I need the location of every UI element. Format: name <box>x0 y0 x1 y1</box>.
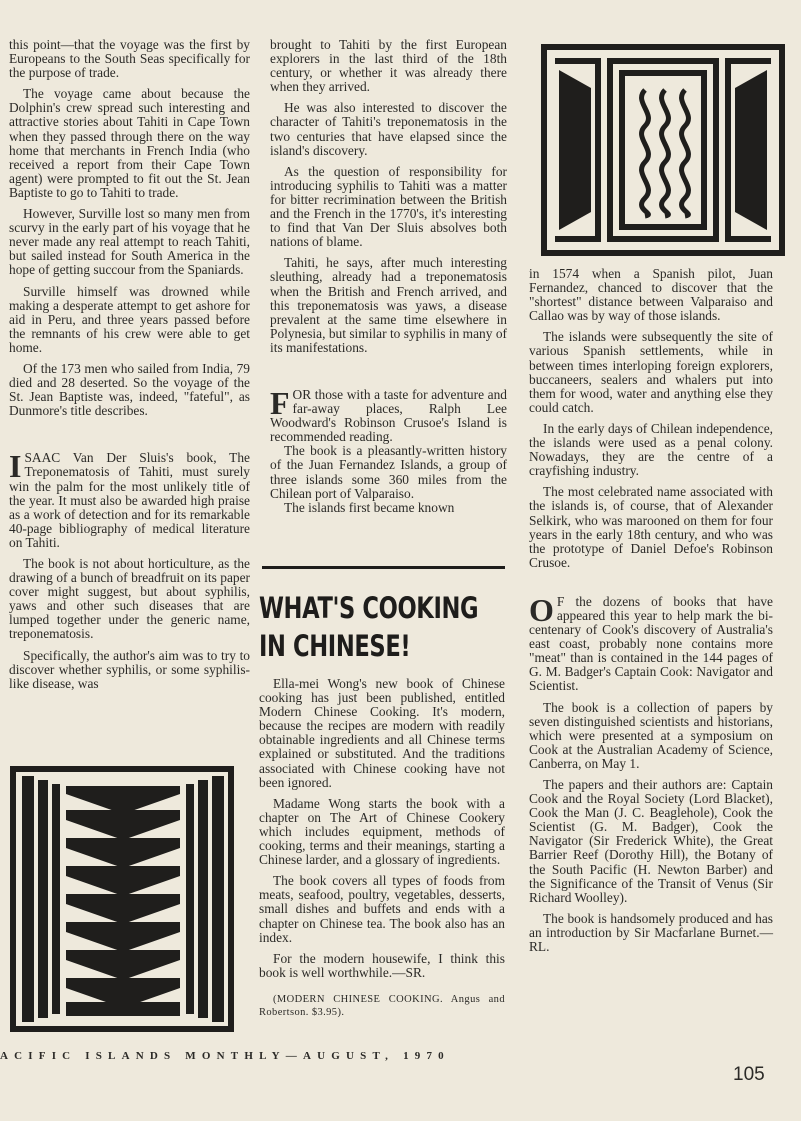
paragraph: The most celebrated name associated with the islands is, of course, that of Alexander Selkirk, who was marooned on them for four years in the early 18th century, and who was the prototype of Daniel Defoe's Robinson Crusoe. <box>529 484 773 570</box>
tapa-frame-illustration <box>541 44 785 256</box>
tapa-pattern-illustration <box>10 766 234 1032</box>
paragraph: Surville himself was drowned while making a desperate attempt to get ashore for aid in Peru, and three years passed before the remnants of his crew were able to get home. <box>9 283 250 355</box>
paragraph: brought to Tahiti by the first European explorers in the last third of the 18th century, or whether it was already there when they arrived. <box>270 37 507 95</box>
paragraph: The book covers all types of foods from meats, seafood, poultry, vegetables, desserts, small dishes and buffets and ends with a chapter on Chinese tea. The book also has an index. <box>259 873 505 945</box>
paragraph: The voyage came about because the Dolphin's crew spread such interesting and attractive stories about Tahiti in Cape Town when they passed through there on the way home that merchants in French India (who received a report from their Cape Town agent) were prompted to fit out the St. Jean Baptiste to go to Tahiti to trade. <box>9 86 250 200</box>
paragraph: Specifically, the author's aim was to try to discover whether syphilis, or some syphilis-like disease, was <box>9 647 250 691</box>
paragraph: The book is a collection of papers by seven distinguished scientists and historians, which were presented at a symposium on Cook at the Australian Academy of Science, Canberra, on May 1. <box>529 699 773 771</box>
section-rule <box>262 566 505 569</box>
column-middle-cooking <box>259 589 505 1026</box>
article-lead-van-der-sluis: ISAAC Van Der Sluis's book, The Treponematosis of Tahiti, must surely win the palm for the most unlikely title of the year. It must also be awarded high praise as a work of detection and for its remarkable 40-page bibliography of medical literature on Tahiti. <box>9 448 250 550</box>
headline-line-2: IN CHINESE! <box>259 629 411 663</box>
paragraph: this point—that the voyage was the first by Europeans to the South Seas specifically for the purpose of trade. <box>9 37 250 81</box>
paragraph: The papers and their authors are: Captain Cook and the Royal Society (Lord Blacket), Cook the Man (J. C. Beaglehole), Cook the Scientist (G. M. Badger), Cook the Navigator (Sir Frederick White), the Great Barrier Reef (Dorothy Hill), the Botany of the South Pacific (H. Newton Barber) and the Significance of the Transit of Venus (Sir Richard Woolley). <box>529 777 773 905</box>
article-lead-robinson-crusoe: FOR those with a taste for adventure and far-away places, Ralph Lee Woodward's Robinson Crusoe's Island is recommended reading. <box>270 384 507 445</box>
paragraph: As the question of responsibility for introducing syphilis to Tahiti was a matter for bitter recrimination between the British and the French in the 1770's, it's interesting to find that Van Der Sluis absolves both nations of blame. <box>270 163 507 250</box>
page-footer: ACIFIC ISLANDS MONTHLY—AUGUST, 1970 <box>0 1050 450 1062</box>
paragraph: The book is not about horticulture, as the drawing of a bunch of breadfruit on its paper cover might suggest, but about syphilis, yaws and other such diseases that are lumped together under the generic name, treponematosis. <box>9 556 250 642</box>
paragraph: In the early days of Chilean independence, the islands were used as a penal colony. Nowadays, they are the centre of a crayfishing industry. <box>529 420 773 479</box>
column-middle <box>270 38 507 522</box>
paragraph: Tahiti, he says, after much interesting sleuthing, already had a treponematosis when the British and French arrived, and this treponematosis was yaws, a disease prevalent at the same time elsewhere in Polynesia, but similar to syphilis in many of its manifestations. <box>270 255 507 355</box>
paragraph: The book is handsomely produced and has an introduction by Sir Macfarlane Burnet.—RL. <box>529 910 773 955</box>
paragraph: The islands first became known <box>284 499 455 515</box>
drop-cap: F <box>270 384 290 421</box>
paragraph: The islands were subsequently the site of various Spanish settlements, while in between times interloping foreign explorers, buccaneers, sealers and whalers put into them for wood, water and anything else they could catch. <box>529 329 773 415</box>
page-number: 105 <box>733 1064 765 1085</box>
book-credit: (MODERN CHINESE COOKING. Angus and Robertson. $3.95). <box>259 993 505 1018</box>
paragraph: However, Surville lost so many men from scurvy in the early part of his voyage that he never made any real attempt to reach Tahiti, but sailed instead for South America in the hope of getting succour from the Spaniards. <box>9 206 250 278</box>
paragraph: The book is a pleasantly-written history of the Juan Fernandez Islands, a group of three islands some 360 miles from the Chilean port of Valparaiso. <box>270 443 507 501</box>
column-left <box>9 38 250 698</box>
drop-cap: O <box>529 591 554 628</box>
paragraph: Madame Wong starts the book with a chapter on The Art of Chinese Cookery which includes equipment, methods of cooking, terms and their meanings, starting a Chinese larder, and a glossary of ingredients. <box>259 795 505 868</box>
paragraph: Of the 173 men who sailed from India, 79 died and 28 deserted. So the voyage of the St. Jean Baptiste was, indeed, "fateful", as Dunmore's title describes. <box>9 360 250 419</box>
drop-cap: I <box>9 448 22 485</box>
column-right <box>529 267 773 961</box>
headline-line-1: WHAT'S COOKING <box>259 591 479 625</box>
paragraph: in 1574 when a Spanish pilot, Juan Fernandez, chanced to discover that the "shortest" distance between Valparaiso and Callao was by way of those islands. <box>529 266 773 324</box>
paragraph: He was also interested to discover the character of Tahiti's treponematosis in the two centuries that have elapsed since the island's discovery. <box>270 100 507 158</box>
article-lead-captain-cook: O F the dozens of books that have appeared this year to help mark the bi-centenary of Cook's discovery of Australia's east coast, probably none contains more "meat" than is contained in the 144 pages of G. M. Badger's Captain Cook: Navigator and Scientist. <box>529 591 773 694</box>
paragraph: Ella-mei Wong's new book of Chinese cooking has just been published, entitled Modern Chinese Cooking. It's modern, because the recipes are modern with readily obtainable ingredients and all Chinese terms explained or substituted. And the traditions associated with Chinese cooking have not been ignored. <box>259 676 505 790</box>
paragraph: For the modern housewife, I think this book is well worthwhile.—SR. <box>259 950 505 980</box>
